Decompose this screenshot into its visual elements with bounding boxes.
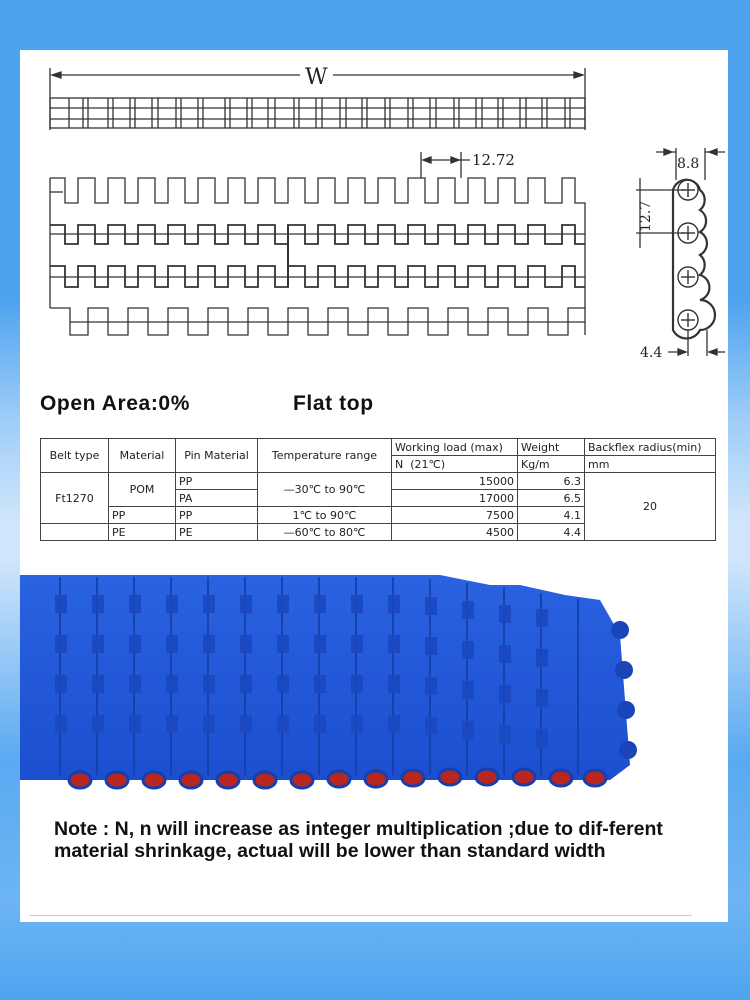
cell-temperature: —30℃ to 90℃ [258,473,392,507]
side-pitch-dimension-label: 12.7 [638,200,654,232]
cell-pin-material: PA [176,490,258,507]
cell-temperature: 1℃ to 90℃ [258,507,392,524]
cell-weight: 6.5 [518,490,585,507]
cell-belt-type: Ft1270 [41,473,109,524]
cell-working-load: 4500 [392,524,518,541]
cell-material: PP [109,507,176,524]
header-material: Material [109,439,176,473]
cell-working-load: 7500 [392,507,518,524]
cell-working-load: 17000 [392,490,518,507]
cell-temperature: —60℃ to 80℃ [258,524,392,541]
cell-weight: 6.3 [518,473,585,490]
cell-weight: 4.1 [518,507,585,524]
specification-table [40,438,716,541]
surface-type-heading: Flat top [293,392,374,415]
belt-technical-drawing [0,0,750,380]
cell-material: PE [109,524,176,541]
unit-working-load: N (21℃) [392,456,518,473]
pitch-dimension-label: 12.72 [472,151,515,169]
cell-pin-material: PE [176,524,258,541]
table-row [41,473,716,490]
header-working-load: Working load (max) [392,439,518,456]
note-text: Note : N, n will increase as integer multiplication ;due to dif-ferent material shrinkage, actual will be lower than standard width [54,818,663,862]
unit-weight: Kg/m [518,456,585,473]
open-area-heading: Open Area:0% [40,392,190,415]
header-weight: Weight [518,439,585,456]
conveyor-belt-photo [20,575,640,800]
header-backflex-radius: Backflex radius(min) [585,439,716,456]
cell-material: POM [109,473,176,507]
header-temperature-range: Temperature range [258,439,392,473]
cell-working-load: 15000 [392,473,518,490]
width-dimension-label: W [305,65,328,90]
header-pin-material: Pin Material [176,439,258,473]
offset-dimension-label: 4.4 [640,345,663,361]
thickness-dimension-label: 8.8 [677,156,700,172]
cell-backflex-radius: 20 [585,473,716,541]
cell-belt-type-empty [41,524,109,541]
unit-backflex: mm [585,456,716,473]
cell-pin-material: PP [176,473,258,490]
divider [30,915,692,916]
header-belt-type: Belt type [41,439,109,473]
cell-pin-material: PP [176,507,258,524]
cell-weight: 4.4 [518,524,585,541]
